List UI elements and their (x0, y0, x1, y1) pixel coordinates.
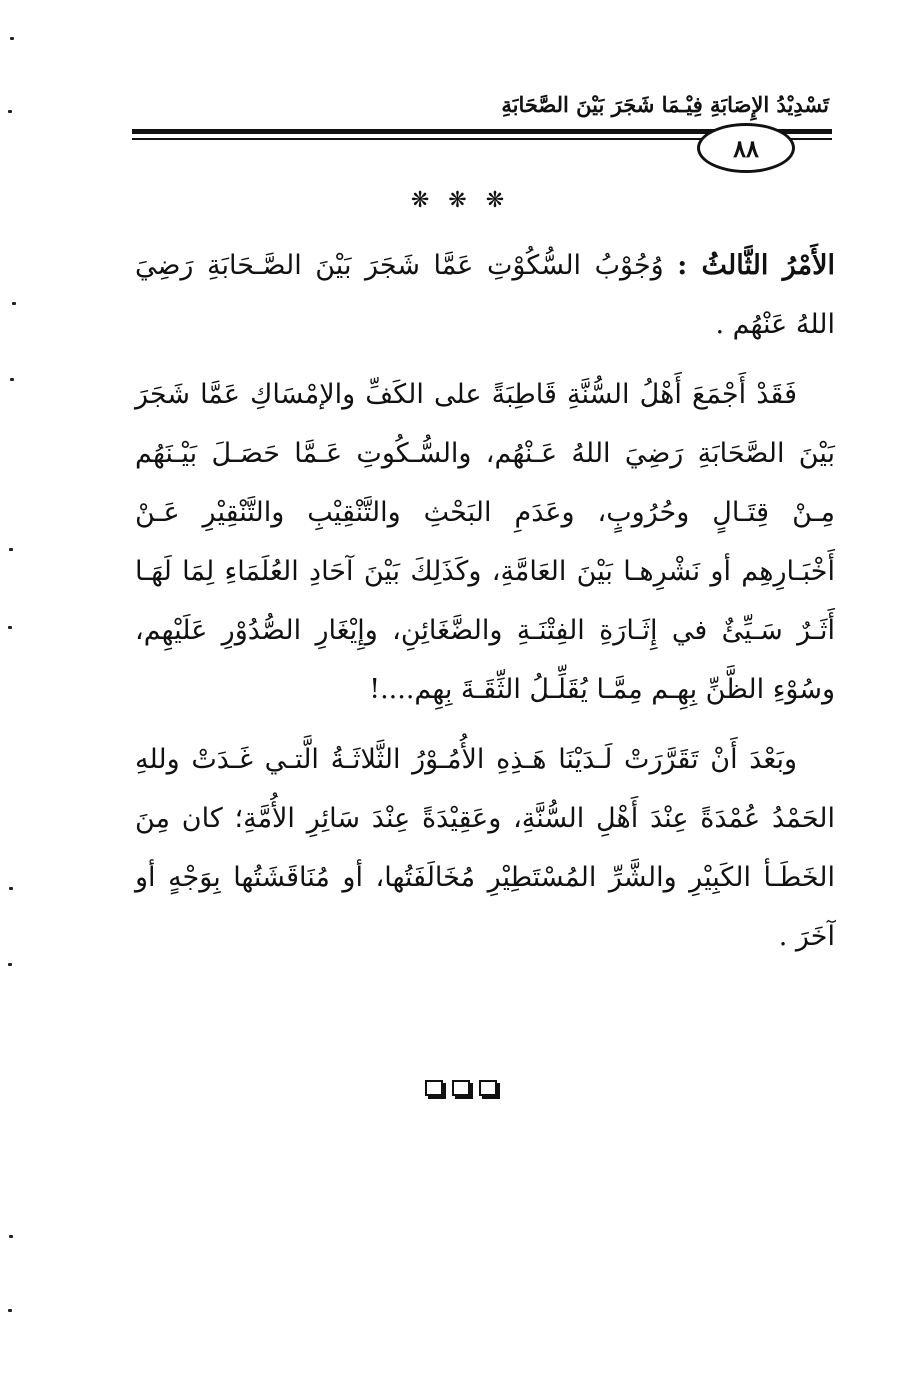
page-number: ٨٨ (733, 133, 759, 163)
box-ornament-icon (479, 1080, 497, 1096)
heading-label: الأَمْرُ الثَّالثُ : (677, 250, 835, 281)
main-text (135, 236, 835, 977)
page-number-oval (697, 123, 795, 173)
scan-mark (10, 378, 14, 381)
heading-text: وُجُوْبُ السُّكُوْتِ عَمَّا شَجَرَ بَيْنَ الصَّـحَابَةِ رَضِيَ اللهُ عَنْهُم . (135, 250, 835, 340)
running-header-title: تَسْدِيْدُ الإِصَابَةِ فِيْـمَا شَجَرَ بَيْنَ الصَّحَابَةِ (501, 92, 829, 117)
section-heading (135, 236, 835, 354)
end-of-section-marks (0, 1080, 921, 1096)
section-separator: ❋ ❋ ❋ (410, 188, 511, 213)
scan-mark (9, 1235, 13, 1238)
scan-mark (10, 37, 14, 40)
scan-mark (8, 626, 12, 629)
scan-mark (9, 887, 13, 890)
scan-mark (8, 1309, 12, 1312)
box-ornament-icon (452, 1080, 470, 1096)
scan-mark (8, 963, 12, 966)
scan-mark (12, 302, 16, 305)
scan-mark (8, 110, 12, 113)
scan-mark (9, 548, 13, 551)
paragraph-consensus: فَقَدْ أَجْمَعَ أَهْلُ السُّنَّةِ قَاطِبَةً على الكَفِّ والإمْسَاكِ عَمَّا شَجَرَ بَيْنَ الصَّحَابَةِ رَضِيَ اللهُ عَـنْهُم، والسُّـكُوتِ عَـمَّا حَصَـلَ بَيْـنَهُم مِـنْ قِتَـالٍ وحُرُوبٍ، وعَدَمِ البَحْثِ والتَّنْقِيْبِ والتَّنْقِيْرِ عَـنْ أَخْبَـارِهِم أو نَشْرِهـا بَيْنَ العَامَّةِ، وكَذَلِكَ بَيْنَ آحَادِ العُلَمَاءِ لِمَا لَهَـا أَثَـرٌ سَـيِّئٌ في إِثَـارَةِ الفِتْنَـةِ والضَّغَائِنِ، وإِيْغَارِ الصُّدُوْرِ عَلَيْهِم، وسُوْءِ الظَّنِّ بِهِـم مِمَّـا يُقَلِّـلُ الثِّقَـةَ بِهِم....! (135, 379, 835, 705)
box-ornament-icon (425, 1080, 443, 1096)
paragraph-conclusion: وبَعْدَ أَنْ تَقَرَّرَتْ لَـدَيْنَا هَـذِهِ الأُمُـوْرُ الثَّلاثَـةُ الَّتـي غَـدَتْ وللهِ الحَمْدُ عُمْدَةً عِنْدَ أَهْلِ السُّنَّةِ، وعَقِيْدَةً عِنْدَ سَائِرِ الأُمَّةِ؛ كان مِنَ الخَطَـأ الكَبِيْرِ والشَّرِّ المُسْتَطِيْرِ مُخَالَفَتُها، أو مُنَاقَشَتُها بِوَجْهٍ أو آخَرَ . (135, 744, 835, 952)
